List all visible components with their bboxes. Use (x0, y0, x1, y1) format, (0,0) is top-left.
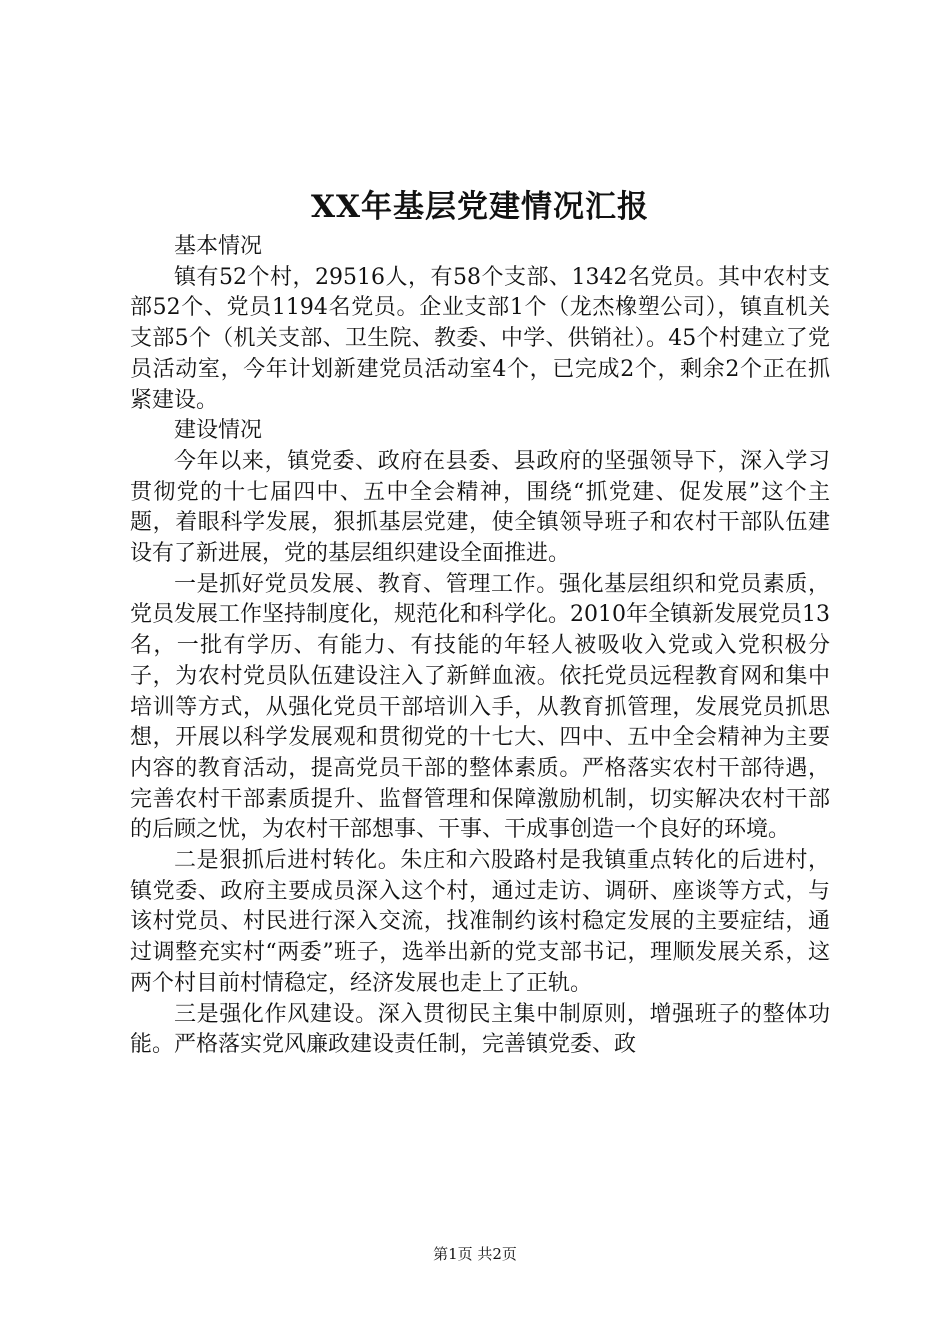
paragraph-point-three: 三是强化作风建设。深入贯彻民主集中制原则，增强班子的整体功能。严格落实党风廉政建设责任制，完善镇党委、政 (130, 1001, 830, 1058)
document-title: XX年基层党建情况汇报 (310, 189, 650, 225)
section-heading-basic: 基本情况 (174, 234, 263, 259)
section-heading-construction: 建设情况 (174, 418, 263, 444)
paragraph-basic-info: 镇有52个村，29516人，有58个支部、1342名党员。其中农村支部52个、党员1194名党员。企业支部1个（龙杰橡塑公司），镇直机关支部5个（机关支部、卫生院、教委、中学、供销社）。45个村建立了党员活动室，今年计划新建党员活动室4个，已完成2个，剩余2个正在抓紧建设。 (130, 264, 830, 413)
paragraph-intro: 今年以来，镇党委、政府在县委、县政府的坚强领导下，深入学习贯彻党的十七届四中、五中全会精神，围绕“抓党建、促发展”这个主题，着眼科学发展，狠抓基层党建，使全镇领导班子和农村干部队伍建设有了新进展，党的基层组织建设全面推进。 (130, 448, 830, 567)
document-body (130, 232, 830, 1061)
paragraph-point-two: 二是狠抓后进村转化。朱庄和六股路村是我镇重点转化的后进村，镇党委、政府主要成员深入这个村，通过走访、调研、座谈等方式，与该村党员、村民进行深入交流，找准制约该村稳定发展的主要症结，通过调整充实村“两委”班子，选举出新的党支部书记，理顺发展关系，这两个村目前村情稳定，经济发展也走上了正轨。 (130, 848, 830, 996)
page-number: 第1页 共2页 (433, 1245, 517, 1263)
paragraph-point-one: 一是抓好党员发展、教育、管理工作。强化基层组织和党员素质，党员发展工作坚持制度化，规范化和科学化。2010年全镇新发展党员13名，一批有学历、有能力、有技能的年轻人被吸收入党或入党积极分子，为农村党员队伍建设注入了新鲜血液。依托党员远程教育网和集中培训等方式，从强化党员干部培训入手，从教育抓管理，发展党员抓思想，开展以科学发展观和贯彻党的十七大、四中、五中全会精神为主要内容的教育活动，提高党员干部的整体素质。严格落实农村干部待遇，完善农村干部素质提升、监督管理和保障激励机制，切实解决农村干部的后顾之忧，为农村干部想事、干事、干成事创造一个良好的环境。 (130, 571, 830, 843)
